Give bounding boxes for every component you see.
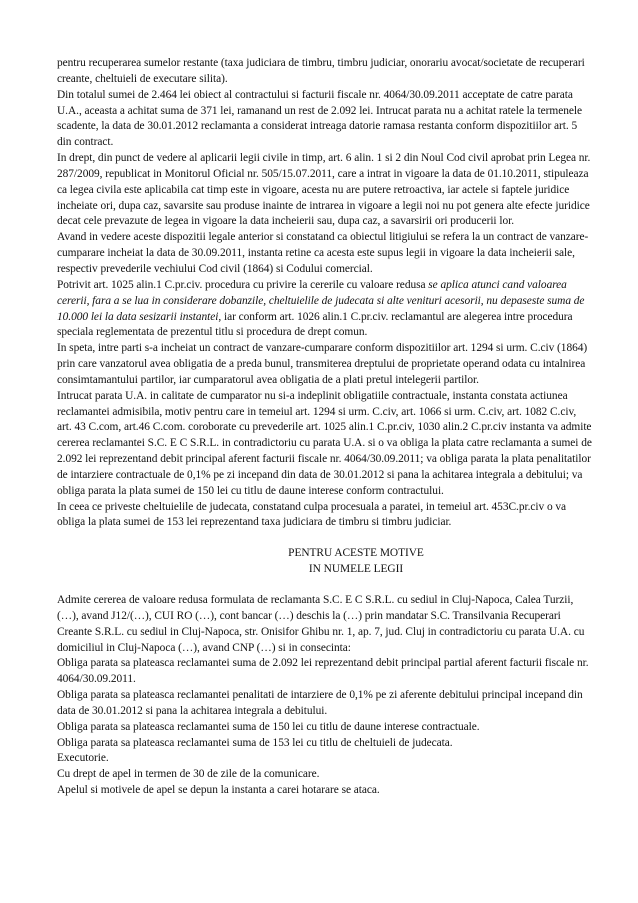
heading-line-law: IN NUMELE LEGII bbox=[308, 563, 404, 576]
paragraph-obligation-costs: Obliga parata sa plateasca reclamantei suma de 153 lei cu titlu de cheltuieli de judecata. bbox=[57, 736, 453, 749]
document-page bbox=[57, 56, 593, 799]
paragraph-obligation-damages: Obliga parata sa plateasca reclamantei suma de 150 lei cu titlu de daune interese contractuale. bbox=[57, 720, 480, 733]
paragraph-text-before: Potrivit art. 1025 alin.1 C.pr.civ. procedura cu privire la cererile cu valoare redusa bbox=[57, 278, 429, 291]
paragraph-executory: Executorie. bbox=[57, 752, 109, 765]
paragraph-appeal-term: Cu drept de apel in termen de 30 de zile de la comunicare. bbox=[57, 768, 320, 781]
paragraph-court-costs: In ceea ce priveste cheltuielile de judecata, constatand culpa procesuala a paratei, in temeiul art. 453C.pr.civ o va obliga la plata sumei de 153 lei reprezentand taxa judiciara de timbru si timbru judiciar. bbox=[57, 500, 567, 529]
heading-line-motives: PENTRU ACESTE MOTIVE bbox=[288, 547, 424, 560]
paragraph-admits-claim: Admite cererea de valoare redusa formulata de reclamanta S.C. E C S.R.L. cu sediul in Cluj-Napoca, Calea Turzii, (…), avand J12/(…), CUI RO (…), cont bancar (…) deschis la (…) prin mandatar S.C. Transilvania Recuperari Creante S.R.L. cu sediul in Cluj-Napoca, str. Onisifor Ghibu nr. 1, ap. 7, jud. Cluj in contradictoriu cu parata U.A. cu domiciliul in Cluj-Napoca (…), avand CNP (…) si in consecinta: bbox=[57, 594, 585, 654]
paragraph-law-application: In drept, din punct de vedere al aplicarii legii civile in timp, art. 6 alin. 1 si 2 din Noul Cod civil aprobat prin Legea nr. 287/2009, republicat in Monitorul Oficial nr. 505/15.07.2011, care a intrat in vigoare la data de 01.10.2011, stipuleaza ca legea civila este aplicabila cat timp este in vigoare, acesta nu are putere retroactiva, iar actele si faptele juridice incheiate ori, dupa caz, savarsite sau produse inainte de intrarea in vigoare a legii noi nu pot genera alte efecte juridice decat cele prevazute de legea in vigoare la data incheierii sau, dupa caz, a savarsirii ori producerii lor. bbox=[57, 152, 591, 228]
paragraph-obligation-principal: Obliga parata sa plateasca reclamantei suma de 2.092 lei reprezentand debit principal partial aferent facturii fiscale nr. 4064/30.09.2011. bbox=[57, 657, 589, 686]
italic-quote: se aplica atunci cand valoarea cererii, fara a se lua in considerare dobanzile, cheltuielile de judecata si alte venituri acesorii, nu depaseste suma de 10.000 lei la data sesizarii instantei bbox=[57, 278, 585, 323]
paragraph-text-after: , iar conform art. 1026 alin.1 C.pr.civ. reclamantul are alegerea intre procedura speciala reglementata de prezentul titlu si procedura de drept comun. bbox=[57, 310, 573, 339]
paragraph-recovery-costs: pentru recuperarea sumelor restante (taxa judiciara de timbru, timbru judiciar, onorariu avocat/societate de recuperari creante, cheltuieli de executare silita). bbox=[57, 57, 585, 85]
paragraph-obligation-penalties: Obliga parata sa plateasca reclamantei penalitati de intarziere de 0,1% pe zi aferente debitului principal incepand din data de 30.01.2012 si pana la achitarea integrala a debitului. bbox=[57, 689, 583, 717]
paragraph-contract-law: Avand in vedere aceste dispozitii legale anterior si constatand ca obiectul litigiului se refera la un contract de vanzare-cumparare incheiat la data de 30.09.2011, instanta retine ca acesta este supus legii in vigoare la data incheierii sale, respectiv prevederile vechiului Cod civil (1864) si Codului comercial. bbox=[57, 231, 589, 275]
paragraph-total-sum: Din totalul sumei de 2.464 lei obiect al contractului si facturii fiscale nr. 4064/30.09.2011 acceptate de catre parata U.A., aceasta a achitat suma de 371 lei, ramanand un rest de 2.092 lei. Intrucat parata nu a achitat ratele la termenele scadente, la data de 30.01.2012 reclamanta a considerat intreaga datorie ramasa restanta conform dispozitiilor art. 5 din contract. bbox=[57, 88, 583, 149]
paragraph-court-findings: Intrucat parata U.A. in calitate de cumparator nu si-a indeplinit obligatiile contractuale, instanta constata actiunea reclamantei admisibila, motiv pentru care in temeiul art. 1294 si urm. C.civ, art. 1066 si urm. C.civ, art. 1082 C.civ, art. 43 C.com, art.46 C.com. coroborate cu prevederile art. 1025 alin.1 C.pr.civ, 1030 alin.2 C.pr.civ instanta va admite cererea reclamantei S.C. E C S.R.L. in contradictoriu cu parata U.A. si o va obliga la plata catre reclamanta a sumei de 2.092 lei reprezentand debit principal aferent facturii fiscale nr. 4064/30.09.2011; va obliga parata la plata penalitatilor de intarziere contractuale de 0,1% pe zi incepand din data de 30.01.2012 si pana la achitarea integrala a debitului; va obliga parata la plata sumei de 150 lei cu titlu de daune interese conform contractului. bbox=[57, 389, 592, 497]
paragraph-appeal-filing: Apelul si motivele de apel se depun la instanta a carei hotarare se ataca. bbox=[57, 784, 380, 797]
ruling-heading bbox=[57, 546, 593, 578]
paragraph-sale-contract: In speta, intre parti s-a incheiat un contract de vanzare-cumparare conform dispozitiilor art. 1294 si urm. C.civ (1864) prin care vanzatorul avea obligatia de a preda bunul, transmiterea dreptului de proprietate operand odata cu intalnirea consimtamantului partilor, iar cumparatorul avea obligatia de a plati pretul intelegerii partilor. bbox=[57, 342, 588, 386]
paragraph-small-claims-procedure bbox=[57, 278, 593, 341]
